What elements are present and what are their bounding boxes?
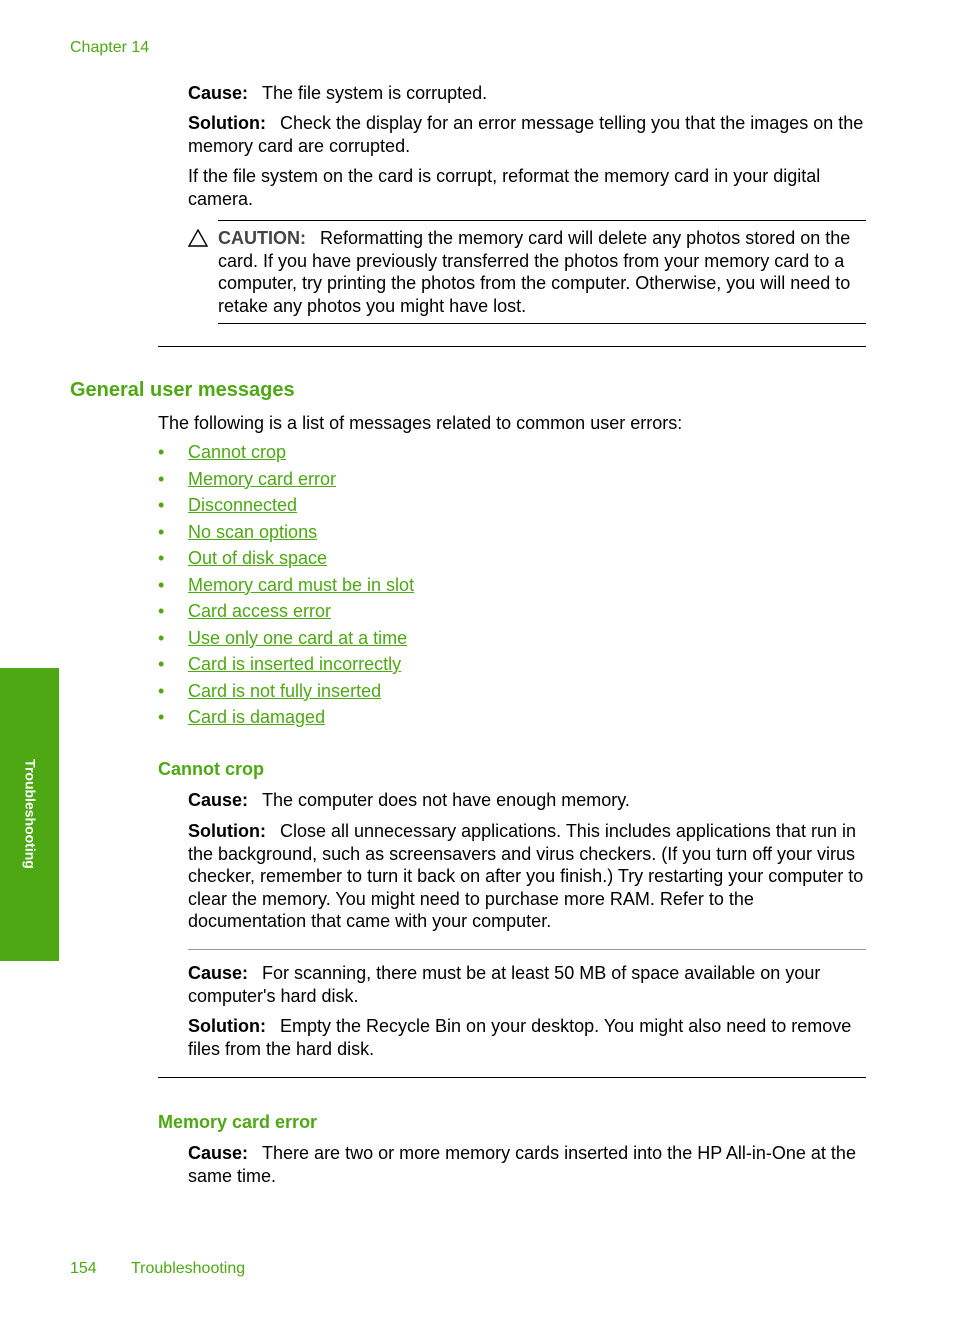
general-intro: The following is a list of messages related to common user errors: [158,413,683,433]
bullet: • [158,707,165,727]
link-card-is-damaged[interactable]: Card is damaged [188,707,326,727]
page-number: 154 [70,1260,97,1277]
footer-section-title: Troubleshooting [131,1260,246,1277]
caution-text: Reformatting the memory card will delete any photos stored on the card. If you have previously transferred the photos from your memory card to a computer, try printing the photos from the computer. Otherwise, you will need to retake any photos you might have lost. [218,228,851,316]
caution-note [218,227,866,317]
side-tab-label: Troubleshooting [22,759,39,869]
solution-text: Empty the Recycle Bin on your desktop. You might also need to remove files from the hard disk. [188,1016,852,1059]
bullet: • [158,574,165,595]
link-card-access-error[interactable]: Card access error [188,601,332,621]
caution-top-rule [218,220,866,221]
cannot-crop-solution-2 [188,1015,866,1060]
solution-text: Check the display for an error message telling you that the images on the memory card are corrupted. [188,113,864,156]
troubleshooting-side-tab [0,668,59,961]
bullet: • [158,601,165,621]
link-no-scan-options[interactable]: No scan options [188,521,318,542]
bullet: • [158,654,165,674]
cannot-crop-cause-1 [188,789,866,812]
caution-label: CAUTION: [218,228,306,248]
cause-label: Cause: [188,790,249,810]
bullet: • [158,442,165,462]
cause-divider [188,949,866,950]
link-out-of-disk-space[interactable]: Out of disk space [188,548,328,568]
link-use-only-one-card[interactable]: Use only one card at a time [188,627,408,648]
solution-label: Solution: [188,1016,266,1036]
chapter-label: Chapter 14 [70,39,150,56]
bullet: • [158,521,165,542]
link-card-not-fully-inserted[interactable]: Card is not fully inserted [188,680,382,701]
cause-text: For scanning, there must be at least 50 MB of space available on your computer's hard disk. [188,963,821,1006]
caution-triangle-icon [188,228,208,248]
bullet: • [158,495,165,515]
cause-label: Cause: [188,1143,249,1163]
cause-text: There are two or more memory cards inserted into the HP All-in-One at the same time. [188,1143,856,1186]
bullet: • [158,548,165,568]
cannot-crop-cause-2 [188,962,866,1007]
cause-label: Cause: [188,83,249,103]
link-memory-card-error[interactable]: Memory card error [188,468,337,489]
link-memory-card-must-be-in-slot[interactable]: Memory card must be in slot [188,574,415,595]
reformat-paragraph: If the file system on the card is corrupt, reformat the memory card in your digital camera. [188,166,821,209]
solution-label: Solution: [188,113,266,133]
link-disconnected[interactable]: Disconnected [188,495,298,515]
cannot-crop-heading: Cannot crop [158,759,264,779]
cause-text: The computer does not have enough memory. [262,790,630,810]
cause-paragraph [188,82,866,105]
bullet: • [158,680,165,701]
solution-paragraph [188,112,866,157]
cause-label: Cause: [188,963,249,983]
memory-card-error-heading: Memory card error [158,1112,318,1132]
link-card-inserted-incorrectly[interactable]: Card is inserted incorrectly [188,654,402,674]
bullet: • [158,627,165,648]
caution-bottom-rule [218,323,866,324]
solution-text: Close all unnecessary applications. This includes applications that run in the background, such as screensavers and virus checkers. (If you turn off your virus checker, remember to turn it back on after you finish.) Try restarting your computer to clear the memory. You might need to purchase more RAM. Refer to the documentation that came with your computer. [188,821,864,931]
solution-label: Solution: [188,821,266,841]
section-divider [158,346,866,347]
bullet: • [158,468,165,489]
link-cannot-crop[interactable]: Cannot crop [188,442,287,462]
section-divider [158,1077,866,1078]
general-user-messages-heading: General user messages [70,379,295,401]
cause-text: The file system is corrupted. [262,83,488,103]
cannot-crop-solution-1 [188,820,866,933]
memory-card-error-cause [188,1142,866,1187]
